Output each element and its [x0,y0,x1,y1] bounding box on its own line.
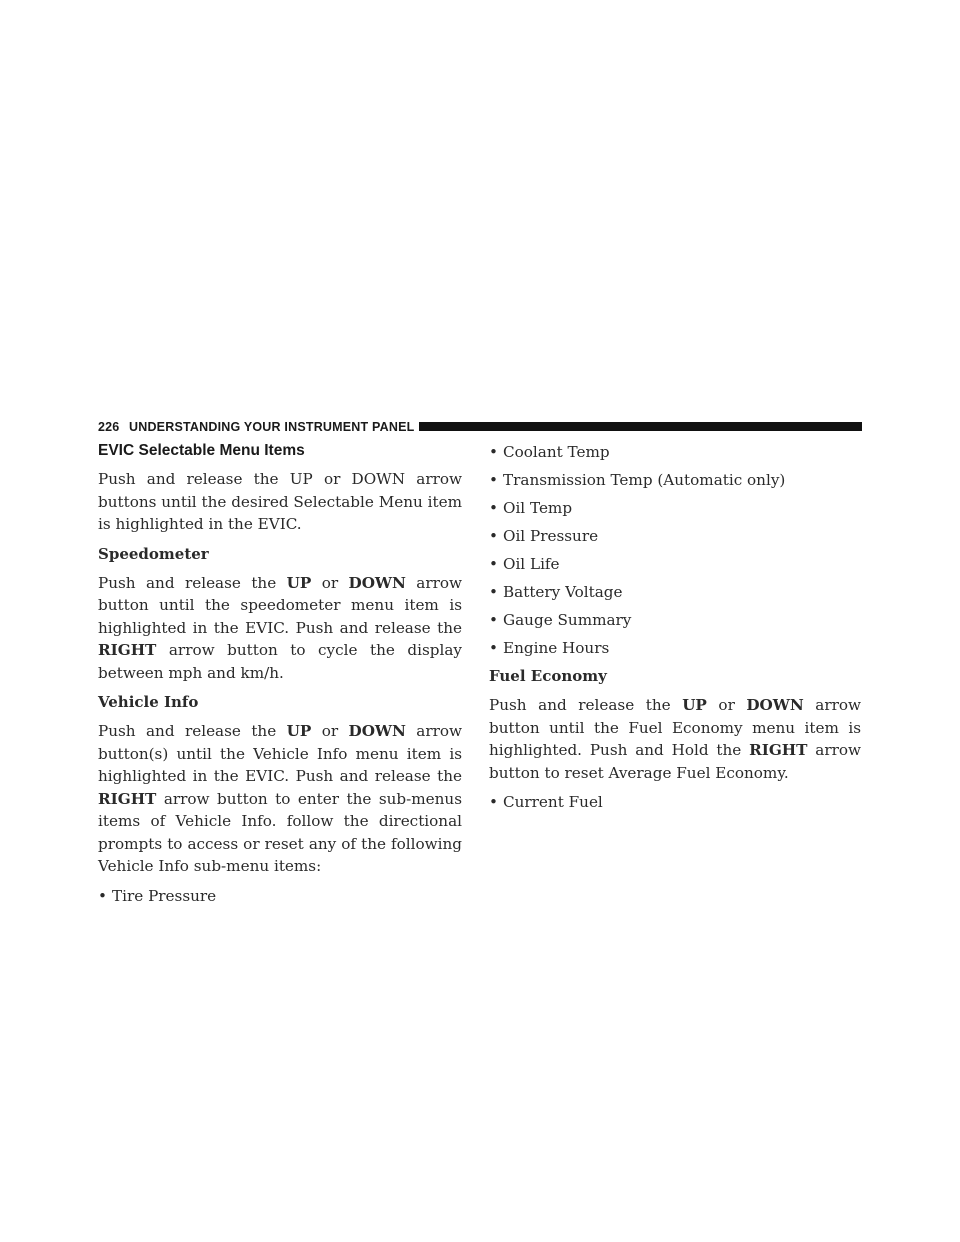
bullet-icon: • [489,471,498,489]
section-title: UNDERSTANDING YOUR INSTRUMENT PANEL [129,420,415,434]
bullet-icon: • [98,886,107,905]
list-item: • Gauge Summary [489,609,861,632]
header-rule [419,422,862,431]
list-item: • Current Fuel [489,791,861,814]
heading-evic-menu-items: EVIC Selectable Menu Items [98,442,305,459]
heading-vehicle-info: Vehicle Info [98,693,199,711]
intro-paragraph: Push and release the UP or DOWN arrow buttons until the desired Selectable Menu item is highlighted in the EVIC. [98,470,462,533]
right-column [489,441,861,819]
list-item: • Oil Life [489,553,861,576]
heading-fuel-economy: Fuel Economy [489,667,607,685]
bullet-icon: • [489,443,498,461]
left-column [98,441,462,913]
bullet-icon: • [489,527,498,545]
speedometer-paragraph: Push and release the UP or DOWN arrow button until the speedometer menu item is highlighted in the EVIC. Push and release the RIGHT arrow button to cycle the display between mph and km/h. [98,573,463,682]
list-item: • Oil Temp [489,497,861,520]
list-item: • Tire Pressure [98,885,462,908]
page-number: 226 [98,420,120,434]
vehicle-info-list-left [98,885,462,908]
bullet-icon: • [489,793,498,811]
list-item: • Oil Pressure [489,525,861,548]
vehicle-info-paragraph: Push and release the UP or DOWN arrow button(s) until the Vehicle Info menu item is highlighted in the EVIC. Push and release the RIGHT arrow button to enter the sub-menus items of Vehicle Info. follow the directional prompts to access or reset any of the following Vehicle Info sub-menu items: [98,722,463,875]
list-item: • Engine Hours [489,637,861,660]
fuel-economy-paragraph: Push and release the UP or DOWN arrow button until the Fuel Economy menu item is highlighted. Push and Hold the RIGHT arrow button to reset Average Fuel Economy. [489,696,862,782]
list-item: • Transmission Temp (Automatic only) [489,469,861,492]
bullet-icon: • [489,555,498,573]
bullet-icon: • [489,639,498,657]
vehicle-info-list-right [489,441,861,660]
fuel-economy-list [489,791,861,814]
list-item: • Battery Voltage [489,581,861,604]
page-header [98,419,862,435]
bullet-icon: • [489,611,498,629]
list-item: • Coolant Temp [489,441,861,464]
bullet-icon: • [489,499,498,517]
heading-speedometer: Speedometer [98,544,209,563]
bullet-icon: • [489,583,498,601]
